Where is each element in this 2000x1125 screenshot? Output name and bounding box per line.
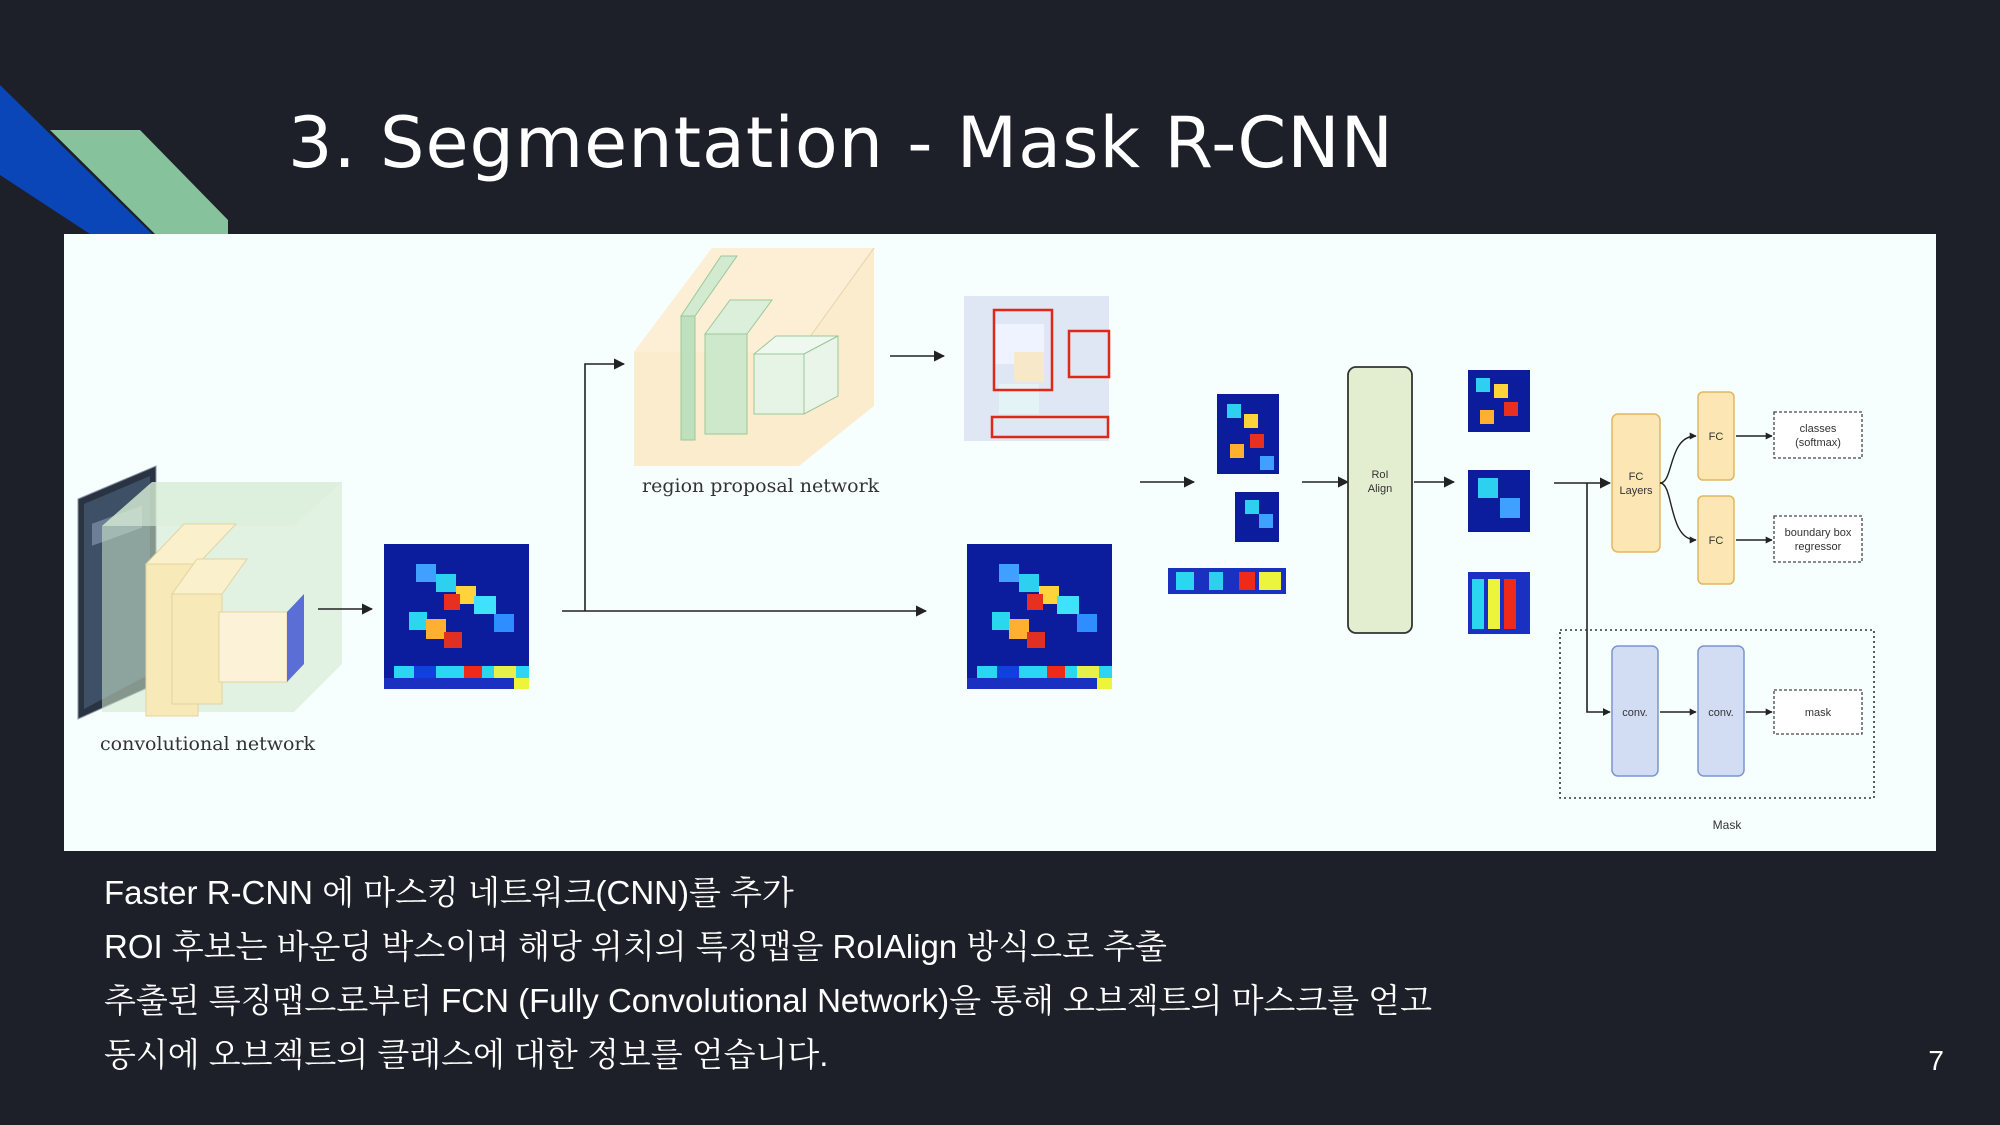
fc-top-label: FC — [1708, 431, 1724, 443]
classes-output — [1774, 412, 1862, 458]
description-line-1: Faster R-CNN 에 마스킹 네트워크(CNN)를 추가 — [104, 874, 794, 911]
description-line-2: ROI 후보는 바운딩 박스이며 해당 위치의 특징맵을 RoIAlign 방식으로 추출 — [104, 928, 1167, 965]
rpn-label: region proposal network — [642, 475, 880, 497]
mask-rcnn-diagram — [64, 234, 1936, 851]
proposal-boxes — [964, 296, 1109, 441]
mask-branch — [1560, 630, 1874, 832]
rpn-block — [634, 248, 880, 497]
mask-group-label: Mask — [1712, 818, 1742, 832]
fc-layers-label-1: FC — [1628, 471, 1644, 483]
bbox-regressor-output — [1774, 516, 1862, 562]
page-number: 7 — [1928, 1045, 1944, 1076]
description-line-3: 추출된 특징맵으로부터 FCN (Fully Convolutional Network)을 통해 오브젝트의 마스크를 얻고 — [104, 982, 1433, 1019]
feature-map — [384, 544, 529, 689]
roi-align-label-1: RoI — [1371, 469, 1389, 481]
description-text — [104, 866, 1804, 1082]
fc-bottom-box — [1698, 496, 1734, 584]
fc-top-box — [1698, 392, 1734, 480]
mask-output-label: mask — [1804, 707, 1832, 719]
conv-network-label: convolutional network — [100, 733, 316, 755]
conv-1-label: conv. — [1622, 707, 1648, 719]
slide-title: 3. Segmentation - Mask R-CNN — [288, 102, 1394, 184]
fc-layers-label-2: Layers — [1619, 485, 1653, 497]
bbox-label-2: regressor — [1794, 541, 1842, 553]
fc-bottom-label: FC — [1708, 535, 1724, 547]
corner-decoration — [0, 0, 240, 240]
conv-network-block — [100, 482, 342, 755]
conv-2-label: conv. — [1708, 707, 1734, 719]
roi-features — [1168, 394, 1286, 594]
classes-label-1: classes — [1799, 423, 1837, 435]
fc-layers-box — [1612, 414, 1660, 552]
description-line-4: 동시에 오브젝트의 클래스에 대한 정보를 얻습니다. — [104, 1036, 829, 1073]
diagram-canvas — [64, 234, 1936, 851]
feature-map-copy — [967, 544, 1112, 689]
roi-align-label-2: Align — [1367, 483, 1393, 495]
roi-align-box — [1348, 367, 1412, 633]
classes-label-2: (softmax) — [1795, 437, 1841, 449]
bbox-label-1: boundary box — [1784, 527, 1852, 539]
aligned-features — [1468, 370, 1530, 634]
